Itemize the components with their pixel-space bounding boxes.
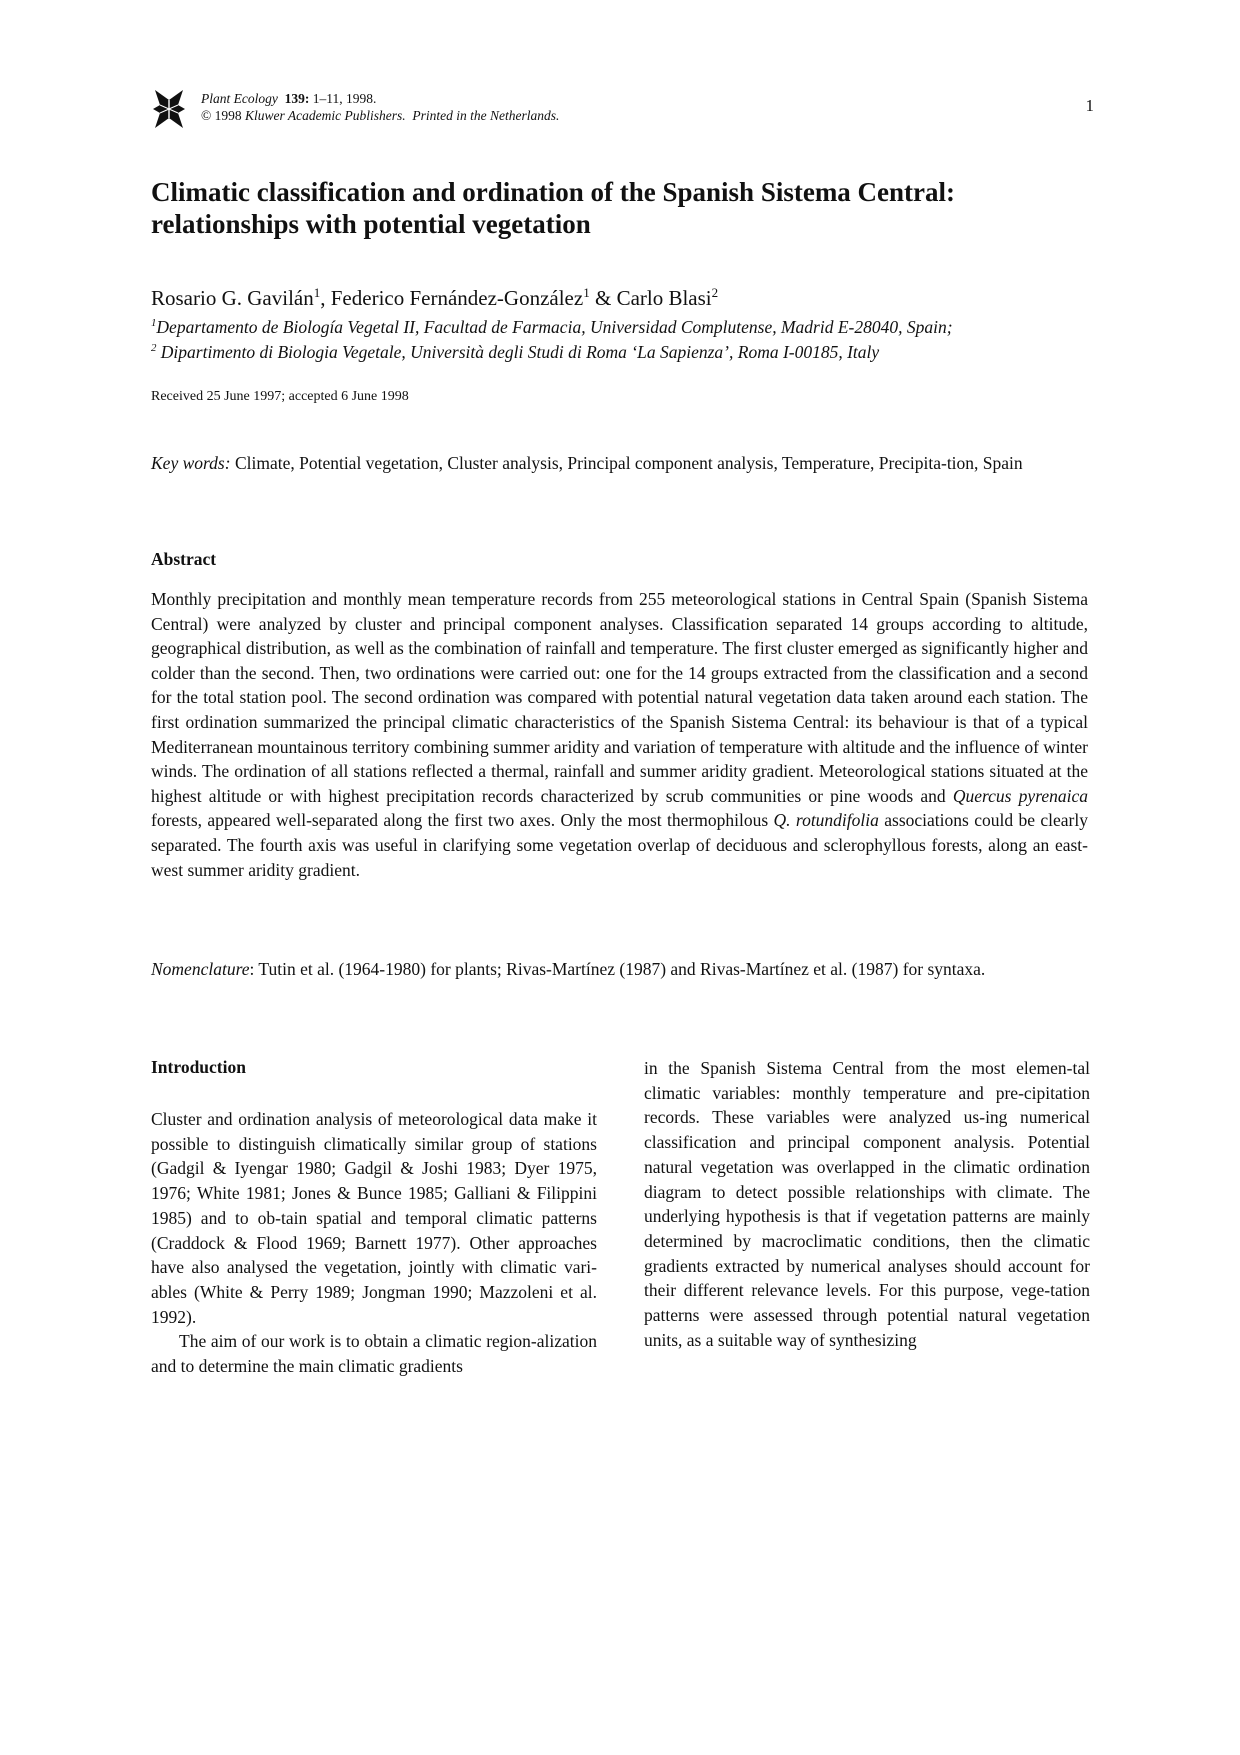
author-list bbox=[151, 285, 718, 311]
nomenclature bbox=[151, 957, 1088, 982]
abstract-body bbox=[151, 587, 1088, 882]
journal-name: Plant Ecology bbox=[201, 91, 278, 106]
author-1: Rosario G. Gavilán bbox=[151, 286, 314, 310]
abstract-species-2: Q. rotundifolia bbox=[773, 810, 879, 831]
author-2: Federico Fernández-González bbox=[330, 286, 584, 310]
author-2-affiliation-mark: 1 bbox=[583, 285, 590, 300]
keywords-label: Key words: bbox=[151, 453, 231, 473]
author-3-affiliation-mark: 2 bbox=[711, 285, 719, 300]
abstract-text-2: forests, appeared well-separated along the first two axes. Only the most thermophilous bbox=[151, 810, 774, 831]
nomenclature-label: Nomenclature bbox=[151, 959, 250, 979]
nomenclature-text: : Tutin et al. (1964-1980) for plants; Rivas-Martínez (1987) and Rivas-Martínez et al. (1987) for syntaxa. bbox=[249, 959, 986, 979]
affiliation-1 bbox=[151, 316, 1111, 338]
title-line-1: Climatic classification and ordination of the Spanish Sistema Central: bbox=[151, 177, 956, 207]
journal-citation bbox=[201, 90, 559, 124]
introduction-right-column bbox=[644, 1056, 1090, 1352]
abstract-text-1: Monthly precipitation and monthly mean temperature records from 255 meteorological stations in Central Spain (Spanish Sistema Central) were analyzed by cluster and principal component analyses. Classification separated 14 groups according to altitude, geographical distribution, as well as the combination of rainfall and temperature. The first cluster emerged as significantly higher and colder than the second. Then, two ordinations were carried out: one for the 14 groups extracted from the classification and a second for the total station pool. The second ordination was compared with potential natural vegetation data taken around each station. The first ordination summarized the principal climatic characteristics of the Spanish Sistema Central: its behaviour is that of a typical Mediterranean mountainous territory combining summer aridity and variation of temperature with altitude and the influence of winter winds. The ordination of all stations reflected a thermal, rainfall and summer aridity gradient. Meteorological stations situated at the highest altitude or with highest precipitation records characterized by scrub communities or pine woods and bbox=[151, 589, 1088, 806]
affiliation-1-text: Departamento de Biología Vegetal II, Facultad de Farmacia, Universidad Complutense, Madrid E-28040, Spain; bbox=[156, 317, 953, 337]
publisher-name: Kluwer Academic Publishers. bbox=[245, 108, 406, 123]
page-number: 1 bbox=[1085, 96, 1094, 115]
paper-title bbox=[151, 176, 1111, 240]
affiliation-2 bbox=[151, 341, 1111, 363]
intro-paragraph-1: Cluster and ordination analysis of meteorological data make it possible to distinguish climatically similar group of stations (Gadgil & Iyengar 1980; Gadgil & Joshi 1983; Dyer 1975, 1976; White 1981; Jones & Bunce 1985; Galliani & Filippini 1985) and to ob-tain spatial and temporal climatic patterns (Craddock & Flood 1969; Barnett 1977). Other approaches have also analysed the vegetation, jointly with climatic vari-ables (White & Perry 1989; Jongman 1990; Mazzoleni et al. 1992). bbox=[151, 1109, 597, 1327]
copyright-year: © 1998 bbox=[201, 108, 242, 123]
intro-paragraph-2: The aim of our work is to obtain a climatic region-alization and to determine the main climatic gradients bbox=[151, 1331, 597, 1377]
affiliation-2-mark: 2 bbox=[151, 342, 157, 355]
journal-volume: 139: bbox=[284, 91, 310, 106]
introduction-left-column bbox=[151, 1107, 597, 1379]
affiliation-1-mark: 1 bbox=[151, 317, 157, 330]
author-separator: & bbox=[589, 286, 617, 310]
abstract-species-1: Quercus pyrenaica bbox=[952, 785, 1089, 806]
intro-paragraph-2-continued: in the Spanish Sistema Central from the most elemen-tal climatic variables: monthly temperature and pre-cipitation records. These variables were analyzed us-ing numerical classification and principal component analysis. Potential natural vegetation was overlapped in the climatic ordination diagram to detect possible relationships with climate. The underlying hypothesis is that if vegetation patterns are mainly determined by macroclimatic conditions, then the climatic gradients extracted by numerical analyses should account for their different relevance levels. For this purpose, vege-tation patterns were assessed through potential natural vegetation units, as a suitable way of synthesizing bbox=[644, 1058, 1090, 1350]
abstract-heading: Abstract bbox=[151, 549, 217, 569]
keywords-text: Climate, Potential vegetation, Cluster analysis, Principal component analysis, Temperature, Precipita-tion, Spain bbox=[230, 453, 1023, 473]
author-3: Carlo Blasi bbox=[616, 286, 712, 310]
abstract-text-3: associations could be clearly separated. The fourth axis was useful in clarifying some vegetation overlap of deciduous and sclerophyllous forests, along an east-west summer aridity gradient. bbox=[151, 810, 1089, 880]
introduction-heading: Introduction bbox=[151, 1057, 246, 1077]
author-1-affiliation-mark: 1 bbox=[313, 285, 321, 300]
journal-pages-year: 1–11, 1998. bbox=[312, 91, 377, 106]
received-date: Received 25 June 1997; accepted 6 June 1998 bbox=[151, 389, 409, 404]
publisher-logo-icon bbox=[152, 88, 186, 130]
title-line-2: relationships with potential vegetation bbox=[151, 209, 591, 239]
printed-location: Printed in the Netherlands. bbox=[412, 108, 560, 123]
keywords bbox=[151, 451, 1088, 476]
author-separator: , bbox=[320, 286, 331, 310]
affiliation-2-text: Dipartimento di Biologia Vegetale, Università degli Studi di Roma ‘La Sapienza’, Roma I-00185, Italy bbox=[156, 342, 880, 362]
